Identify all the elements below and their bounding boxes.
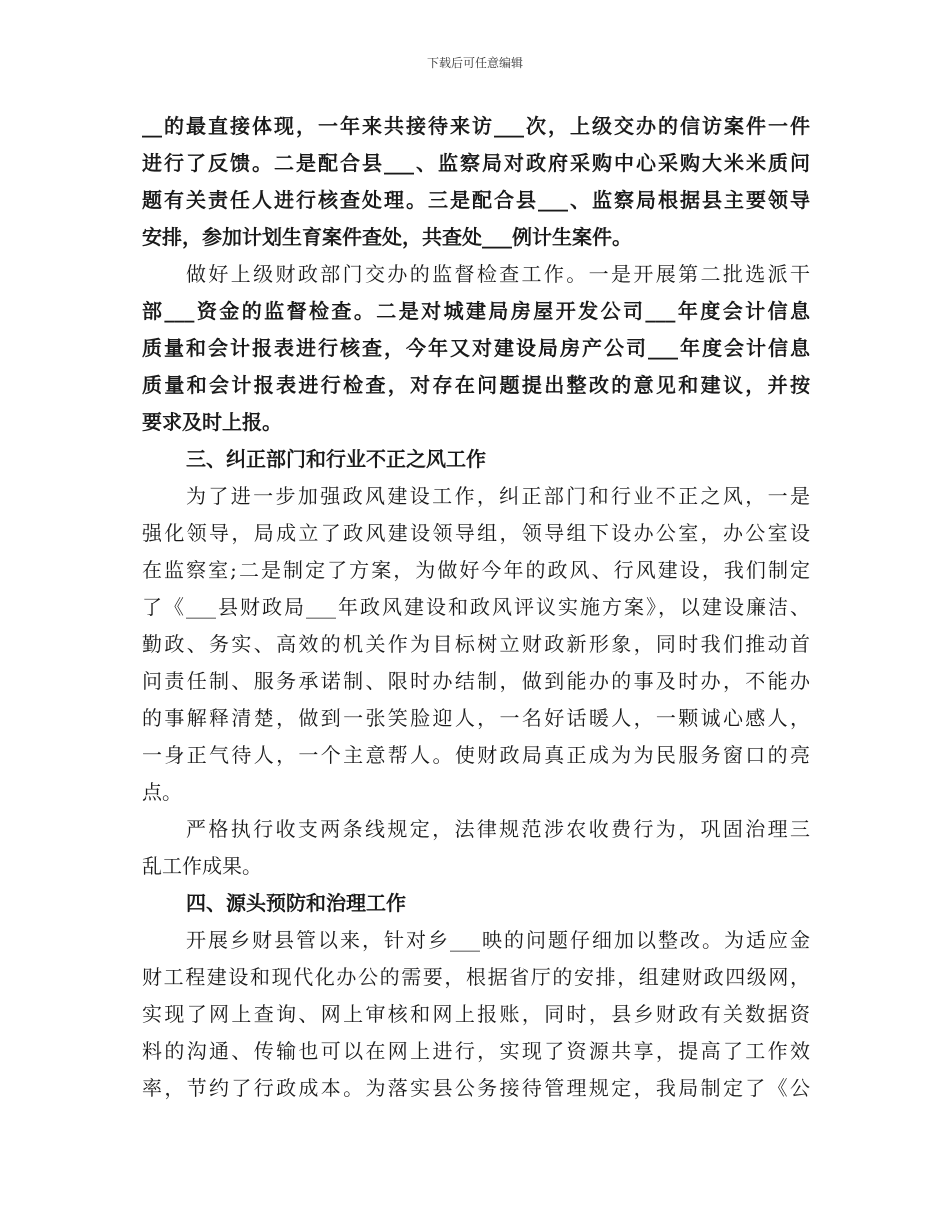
text-line: 了《___县财政局___年政风建设和政风评议实施方案》，以建设廉洁、 (142, 595, 810, 619)
text-line: 部___资金的监督检查。二是对城建局房屋开发公司___年度会计信息 (142, 299, 810, 323)
text-line: 财工程建设和现代化办公的需要，根据省厅的安排，组建财政四级网， (142, 965, 810, 989)
text-line: 率，节约了行政成本。为落实县公务接待管理规定，我局制定了《公 (142, 1076, 810, 1100)
text-line: 问责任制、服务承诺制、限时办结制，做到能办的事及时办，不能办 (142, 669, 810, 693)
text-line: 一身正气待人，一个主意帮人。使财政局真正成为为民服务窗口的亮 (142, 743, 810, 767)
text-line: 的事解释清楚，做到一张笑脸迎人，一名好话暖人，一颗诚心感人， (142, 706, 810, 730)
text-line: 勤政、务实、高效的机关作为目标树立财政新形象，同时我们推动首 (142, 632, 810, 656)
text-line: 质量和会计报表进行核查，今年又对建设局房产公司___年度会计信息 (142, 336, 810, 360)
text-line: 三、纠正部门和行业不正之风工作 (186, 447, 486, 471)
text-line: 四、源头预防和治理工作 (186, 891, 406, 915)
text-line: 乱工作成果。 (142, 854, 262, 878)
text-line: 点。 (142, 780, 182, 804)
text-line: 要求及时上报。 (142, 410, 282, 434)
text-line: 安排，参加计划生育案件查处，共查处___例计生案件。 (142, 225, 632, 249)
text-line: 为了进一步加强政风建设工作，纠正部门和行业不正之风，一是 (186, 484, 810, 508)
page-header: 下载后可任意编辑 (426, 56, 523, 70)
text-line: 做好上级财政部门交办的监督检查工作。一是开展第二批选派干 (186, 262, 810, 286)
text-line: 题有关责任人进行核查处理。三是配合县___、监察局根据县主要领导 (142, 188, 810, 212)
text-line: 强化领导，局成立了政风建设领导组，领导组下设办公室，办公室设 (142, 521, 810, 545)
text-line: 料的沟通、传输也可以在网上进行，实现了资源共享，提高了工作效 (142, 1039, 810, 1063)
text-line: 进行了反馈。二是配合县___、监察局对政府采购中心采购大米米质问 (142, 151, 810, 175)
text-line: __的最直接体现，一年来共接待来访___次，上级交办的信访案件一件 (142, 114, 810, 138)
text-line: 质量和会计报表进行检查，对存在问题提出整改的意见和建议，并按 (142, 373, 810, 397)
text-line: 实现了网上查询、网上审核和网上报账，同时，县乡财政有关数据资 (142, 1002, 810, 1026)
text-line: 严格执行收支两条线规定，法律规范涉农收费行为，巩固治理三 (186, 817, 810, 841)
document-body (142, 108, 810, 1107)
text-line: 在监察室;二是制定了方案，为做好今年的政风、行风建设，我们制定 (142, 558, 810, 582)
text-line: 开展乡财县管以来，针对乡___映的问题仔细加以整改。为适应金 (186, 928, 810, 952)
